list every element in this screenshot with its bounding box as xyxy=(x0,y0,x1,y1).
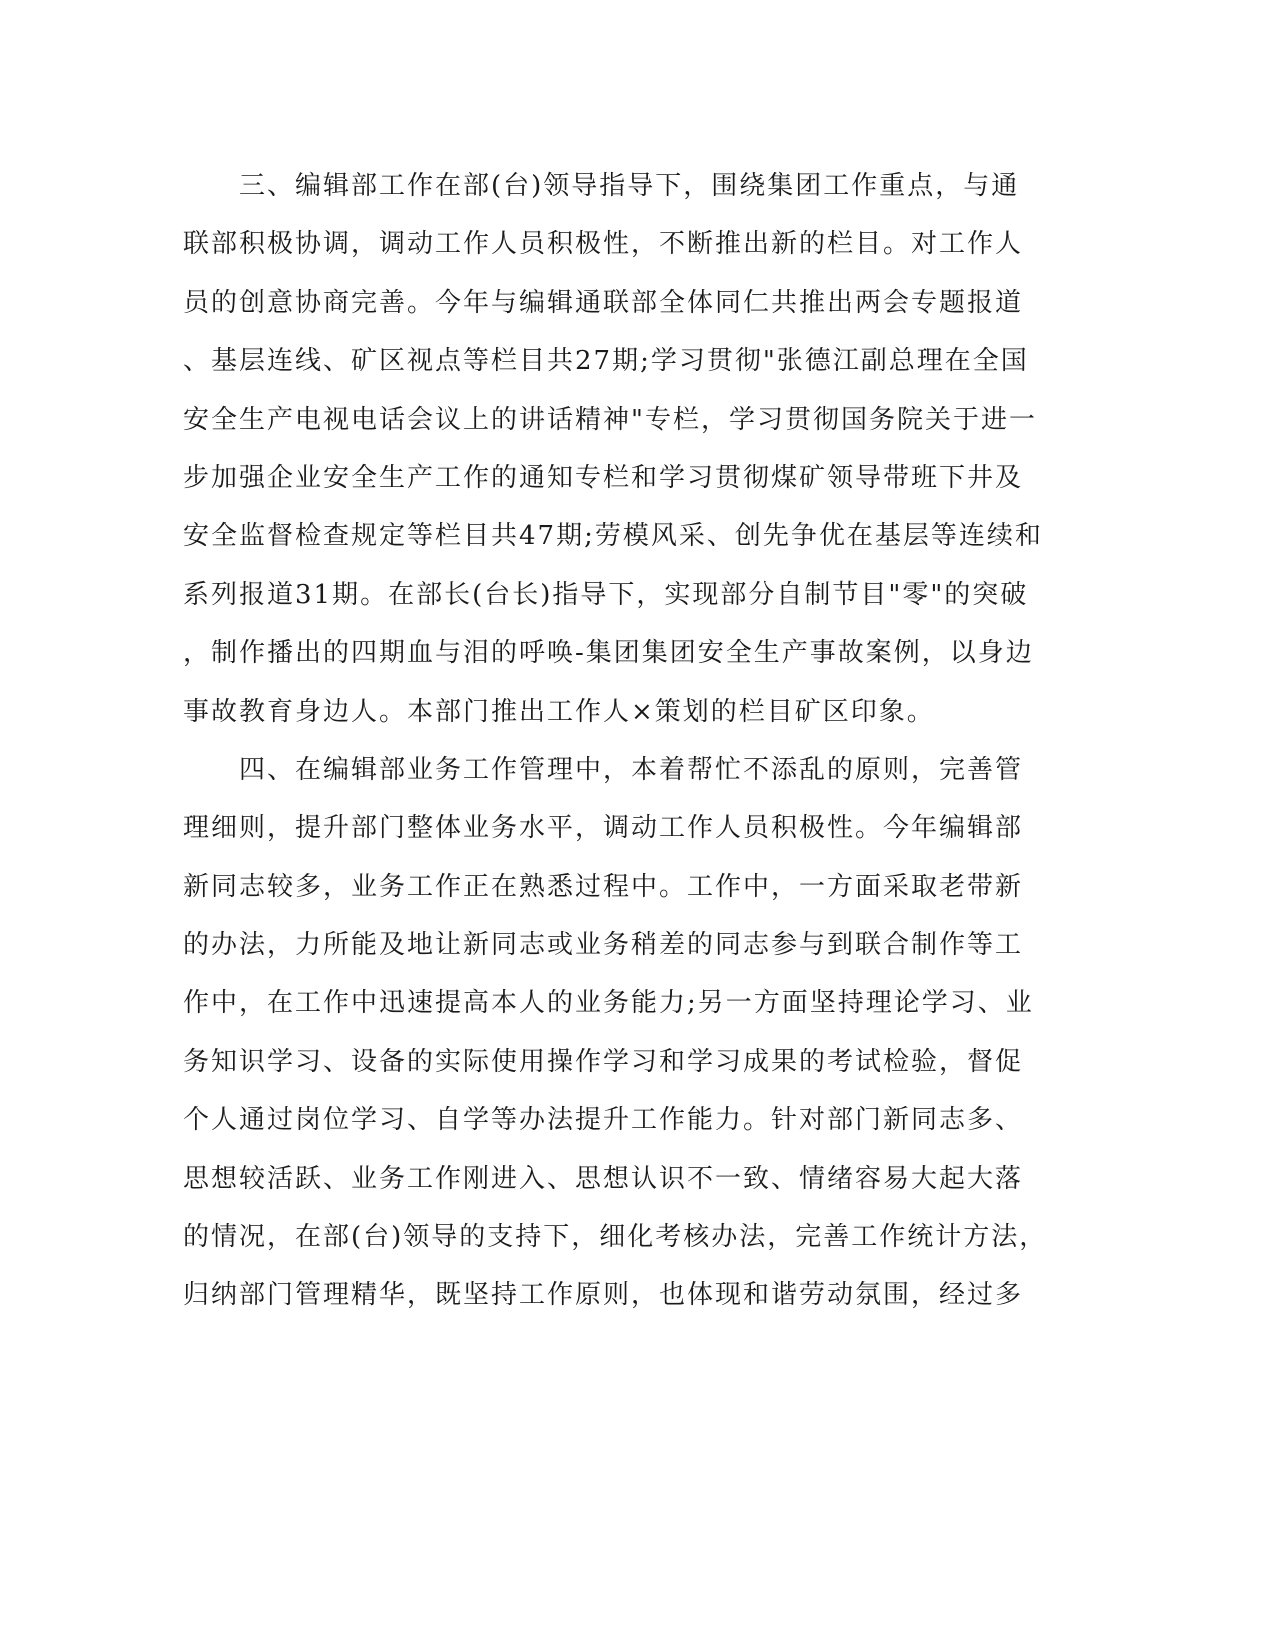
text-line: 的情况，在部(台)领导的支持下，细化考核办法，完善工作统计方法， xyxy=(183,1222,1048,1253)
text-line: 新同志较多，业务工作正在熟悉过程中。工作中，一方面采取老带新 xyxy=(183,871,1024,902)
text-line: ，制作播出的四期血与泪的呼唤-集团集团安全生产事故案例，以身边 xyxy=(183,638,1034,669)
text-line: 的办法，力所能及地让新同志或业务稍差的同志参与到联合制作等工 xyxy=(183,930,1024,961)
body-text xyxy=(183,157,1048,1325)
text-line: 务知识学习、设备的实际使用操作学习和学习成果的考试检验，督促 xyxy=(183,1046,1024,1077)
text-line: 思想较活跃、业务工作刚进入、思想认识不一致、情绪容易大起大落 xyxy=(183,1163,1024,1194)
text-line: 个人通过岗位学习、自学等办法提升工作能力。针对部门新同志多、 xyxy=(183,1105,1024,1136)
text-line: 归纳部门管理精华，既坚持工作原则，也体现和谐劳动氛围，经过多 xyxy=(183,1280,1024,1311)
text-line: 安全生产电视电话会议上的讲话精神"专栏，学习贯彻国务院关于进一 xyxy=(183,404,1037,435)
text-line: 作中，在工作中迅速提高本人的业务能力;另一方面坚持理论学习、业 xyxy=(183,988,1034,1019)
text-line: 安全监督检查规定等栏目共47期;劳模风采、创先争优在基层等连续和 xyxy=(183,521,1043,552)
text-line: 、基层连线、矿区视点等栏目共27期;学习贯彻"张德江副总理在全国 xyxy=(183,346,1029,377)
text-line: 四、在编辑部业务工作管理中，本着帮忙不添乱的原则，完善管 xyxy=(183,754,1024,785)
text-line: 联部积极协调，调动工作人员积极性，不断推出新的栏目。对工作人 xyxy=(183,229,1024,260)
text-line: 系列报道31期。在部长(台长)指导下，实现部分自制节目"零"的突破 xyxy=(183,579,1029,610)
text-line: 理细则，提升部门整体业务水平，调动工作人员积极性。今年编辑部 xyxy=(183,813,1024,844)
text-line: 事故教育身边人。本部门推出工作人×策划的栏目矿区印象。 xyxy=(183,696,935,727)
text-line: 员的创意协商完善。今年与编辑通联部全体同仁共推出两会专题报道 xyxy=(183,287,1024,318)
text-line: 步加强企业安全生产工作的通知专栏和学习贯彻煤矿领导带班下井及 xyxy=(183,462,1024,493)
text-line: 三、编辑部工作在部(台)领导指导下，围绕集团工作重点，与通 xyxy=(183,171,1020,201)
